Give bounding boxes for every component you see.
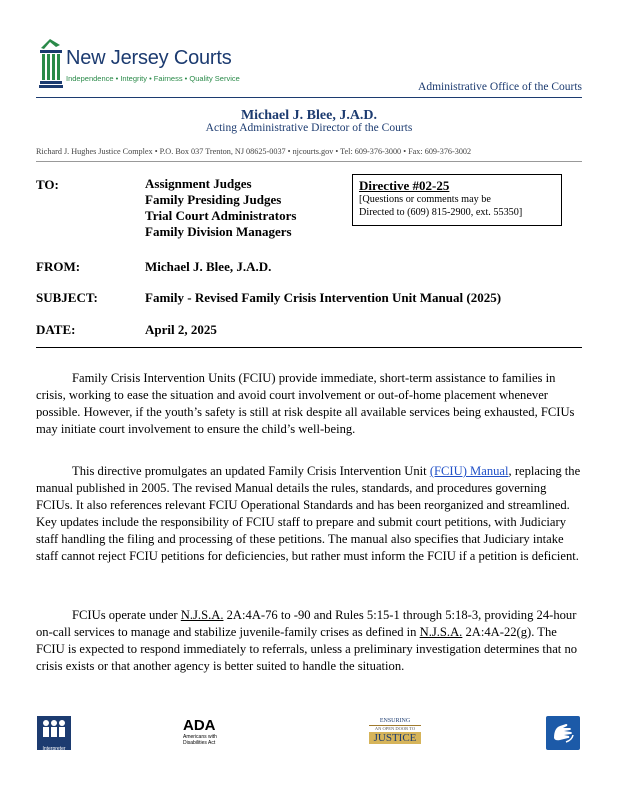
director-name: Michael J. Blee, J.A.D. — [240, 108, 378, 123]
ensuring-justice-logo — [369, 718, 421, 744]
to-label: TO: — [36, 177, 59, 192]
subject-label: SUBJECT: — [36, 290, 98, 305]
paragraph-3-text-a: FCIUs operate under — [72, 608, 181, 622]
paragraph-3-text-b: 2A:4A-76 to -90 and Rules 5:15-1 through 5:18-3, providing 24-hour on-call services to manage and stabilize juvenile-family crises as defined in — [36, 608, 577, 639]
nj-courts-logo — [38, 36, 64, 92]
statute-citation: N.J.S.A. — [180, 608, 224, 622]
paragraph-3 — [36, 607, 582, 675]
directive-note-2: Directed to (609) 815-2900, ext. 55350] — [359, 207, 523, 218]
from-value: Michael J. Blee, J.A.D. — [145, 259, 272, 274]
memo-divider — [36, 347, 582, 348]
tagline: Independence • Integrity • Fairness • Quality Service — [66, 74, 240, 83]
header-divider — [36, 97, 582, 98]
date-value: April 2, 2025 — [145, 322, 217, 337]
paragraph-2-text-b: , replacing the manual published in 2005. The revised Manual details the rules, standards, and procedures governing FCIUs. It also references relevant FCIU Operational Standards and has been reorganized and streamlined. Key updates include the responsibility of FCIU staff to prepare and submit court petitions, with Judiciary staff handling the filing and processing of these petitions. The manual also specifies that Judiciary intake staff cannot reject FCIU petitions for deficiencies, but rather must inform the FCIU if a petition is deficient. — [36, 464, 581, 563]
recipient: Trial Court Administrators — [145, 208, 297, 223]
recipient: Assignment Judges — [145, 176, 252, 191]
statute-citation: N.J.S.A. — [419, 624, 463, 639]
directive-box — [352, 174, 562, 226]
ada-logo — [183, 718, 237, 746]
interpreter-icon — [37, 716, 71, 750]
date-label: DATE: — [36, 322, 76, 337]
subject-value: Family - Revised Family Crisis Intervention Unit Manual (2025) — [145, 290, 502, 305]
office-name: Administrative Office of the Courts — [418, 81, 582, 93]
fciu-manual-link[interactable]: (FCIU) Manual — [429, 464, 509, 478]
paragraph-1 — [36, 370, 582, 438]
director-title: Acting Administrative Director of the Courts — [205, 122, 413, 134]
recipient: Family Presiding Judges — [145, 192, 282, 207]
justice-line-1: ENSURING — [379, 718, 411, 724]
paragraph-3-text-c: 2A:4A-22(g). The FCIU is expected to respond immediately to referrals, unless a preliminary investigation determines that no crisis exists or that another agency is better suited to handle the situation. — [36, 624, 578, 673]
contact-divider — [36, 161, 582, 162]
paragraph-2 — [36, 463, 582, 564]
paragraph-2-text-a: This directive promulgates an updated Family Crisis Intervention Unit — [72, 464, 430, 478]
sign-language-icon — [546, 716, 580, 750]
interpreter-label: Interpreter — [42, 746, 66, 752]
court-name: New Jersey Courts — [66, 47, 232, 69]
from-label: FROM: — [36, 259, 81, 274]
recipient: Family Division Managers — [145, 224, 292, 239]
contact-line: Richard J. Hughes Justice Complex • P.O. Box 037 Trenton, NJ 08625-0037 • njcourts.gov • Tel: 609-376-3000 • Fax: 609-376-3002 — [36, 147, 472, 156]
ada-mark: ADA — [183, 717, 216, 734]
directive-number: Directive #02-25 — [359, 178, 450, 193]
directive-note-1: [Questions or comments may be — [359, 194, 491, 205]
to-recipients — [145, 176, 296, 240]
paragraph-1-text: Family Crisis Intervention Units (FCIU) provide immediate, short-term assistance to families in crisis, working to ease the situation and avoid court involvement or out-of-home placement whenever possible. However, if the youth’s safety is still at risk despite all available services being exhausted, FCIUs may initiate court involvement to ensure the child’s well-being. — [36, 371, 575, 436]
justice-line-2: AN OPEN DOOR TO — [369, 725, 421, 732]
justice-line-3: JUSTICE — [369, 732, 421, 744]
ada-subtitle: Americans with Disabilities Act — [183, 734, 217, 746]
